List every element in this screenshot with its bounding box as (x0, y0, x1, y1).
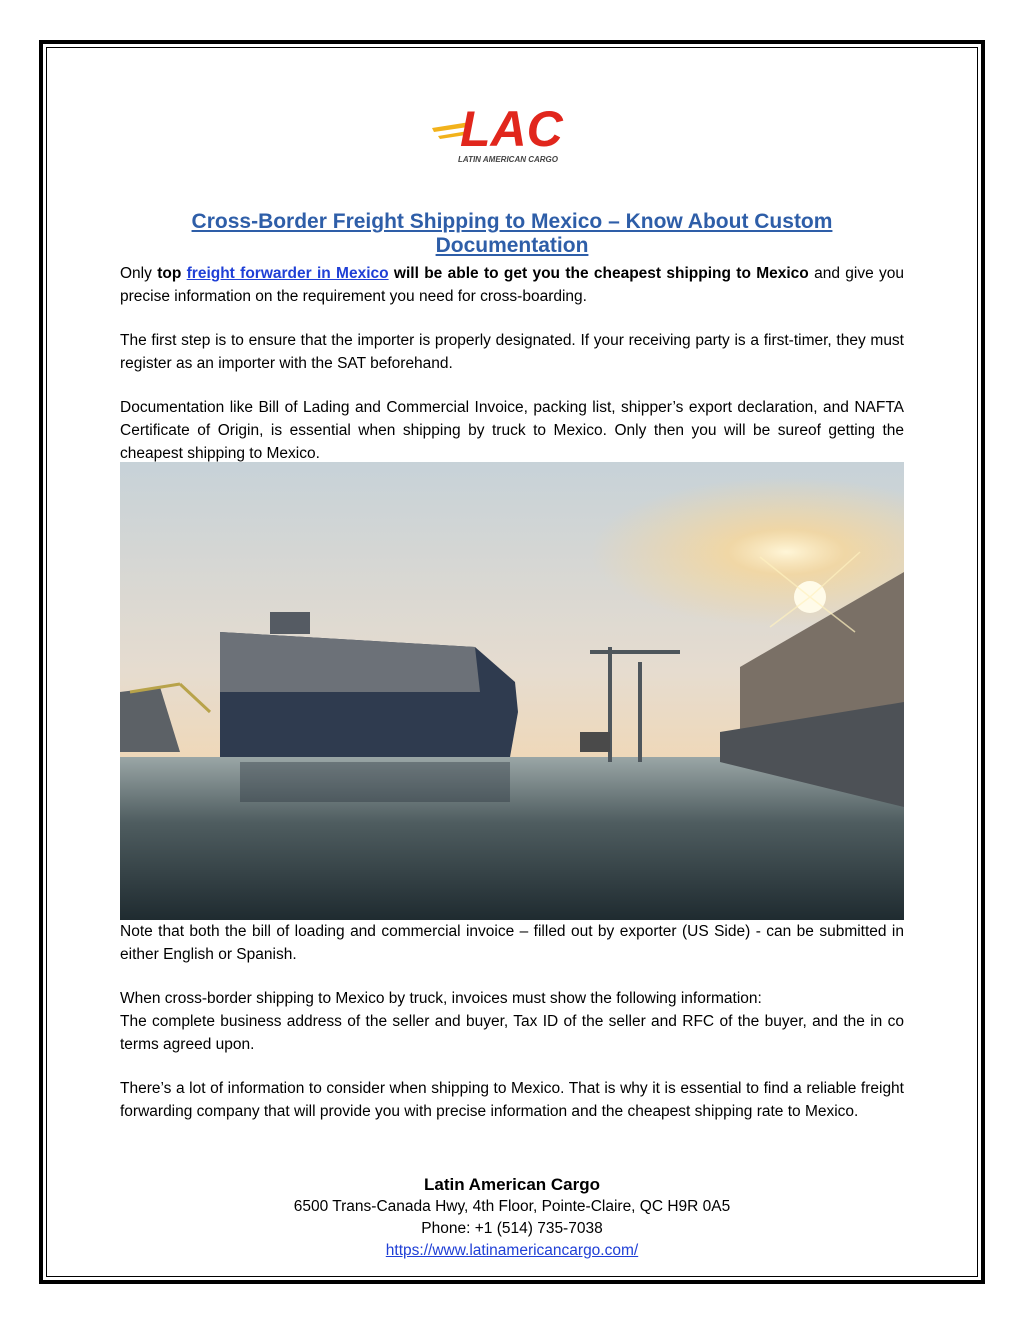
lac-logo (430, 100, 595, 170)
page-title: Cross-Border Freight Shipping to Mexico – Know About Custom Documentation (191, 210, 833, 257)
intro-paragraph: Only top freight forwarder in Mexico will be able to get you the cheapest shipping to Mexico and give you precise information on the requirement you need for cross-boarding. (120, 265, 905, 305)
company-phone: Phone: +1 (514) 735-7038 (421, 1220, 603, 1237)
importer-paragraph: The first step is to ensure that the importer is properly designated. If your receiving party is a first-timer, they must register as an importer with the SAT beforehand. (120, 332, 904, 372)
language-note-paragraph: Note that both the bill of loading and commercial invoice – filled out by exporter (US Side) - can be submitted in either English or Spanish. (120, 923, 904, 963)
freight-forwarder-link[interactable]: freight forwarder in Mexico (186, 265, 389, 282)
contact-footer (120, 1174, 904, 1262)
logo-letters: LAC (460, 101, 563, 157)
documentation-paragraph: Documentation like Bill of Lading and Commercial Invoice, packing list, shipper’s export declaration, and NAFTA Certificate of Origin, is essential when shipping by truck to Mexico. Only then you will be sureof getting the cheapest shipping to Mexico. (120, 399, 904, 462)
invoice-info-paragraph: When cross-border shipping to Mexico by truck, invoices must show the following information: The complete business address of the seller and buyer, Tax ID of the seller and RFC of the buyer, and the in co terms agreed upon. (120, 990, 904, 1053)
port-ship-photo (120, 462, 904, 920)
logo-tagline: LATIN AMERICAN CARGO (458, 155, 558, 164)
company-website-link[interactable]: https://www.latinamericancargo.com/ (385, 1242, 639, 1259)
conclusion-paragraph: There’s a lot of information to consider when shipping to Mexico. That is why it is essential to find a reliable freight forwarding company that will provide you with precise information and the cheapest shipping rate to Mexico. (120, 1080, 904, 1120)
company-name: Latin American Cargo (423, 1175, 601, 1194)
company-address: 6500 Trans-Canada Hwy, 4th Floor, Pointe-Claire, QC H9R 0A5 (293, 1198, 731, 1215)
